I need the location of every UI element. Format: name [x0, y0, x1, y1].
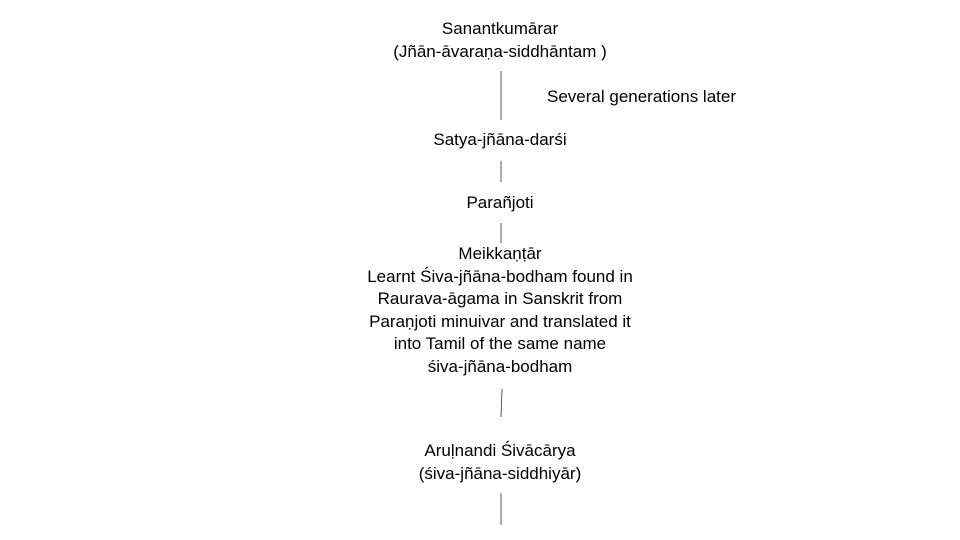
- node-sanantkumarar-title: Sanantkumārar: [441, 19, 559, 38]
- node-meikkantar-desc-2: Raurava-āgama in Sanskrit from: [377, 289, 623, 308]
- node-sanantkumarar: [300, 18, 700, 63]
- node-meikkantar-desc-1: Learnt Śiva-jñāna-bodham found in: [367, 266, 633, 286]
- node-satya-jnana-darsi: [300, 129, 700, 152]
- node-meikkantar-desc-5: śiva-jñāna-bodham: [427, 356, 573, 376]
- node-arulnandi-title: Aruḷnandi Śivācārya: [424, 441, 576, 460]
- node-paranjoti: [300, 192, 700, 215]
- node-paranjoti-title: Parañjoti: [466, 193, 534, 212]
- node-meikkantar-title: Meikkaṇṭār: [458, 244, 542, 263]
- node-meikkantar: [300, 243, 700, 378]
- connector-meikkantar-to-arulnandi: [501, 389, 502, 417]
- node-arulnandi-sivacarya: [300, 440, 700, 485]
- node-meikkantar-desc-4: into Tamil of the same name: [393, 334, 607, 353]
- annotation-several-generations-later: Several generations later: [547, 87, 737, 106]
- node-meikkantar-desc-3: Paraṇjoti minuivar and translated it: [369, 311, 631, 331]
- node-satya-jnana-darsi-title: Satya-jñāna-darśi: [433, 130, 567, 149]
- node-sanantkumarar-work: (Jñān-āvaraṇa-siddhāntam ): [393, 41, 607, 61]
- node-arulnandi-work: (śiva-jñāna-siddhiyār): [418, 463, 582, 483]
